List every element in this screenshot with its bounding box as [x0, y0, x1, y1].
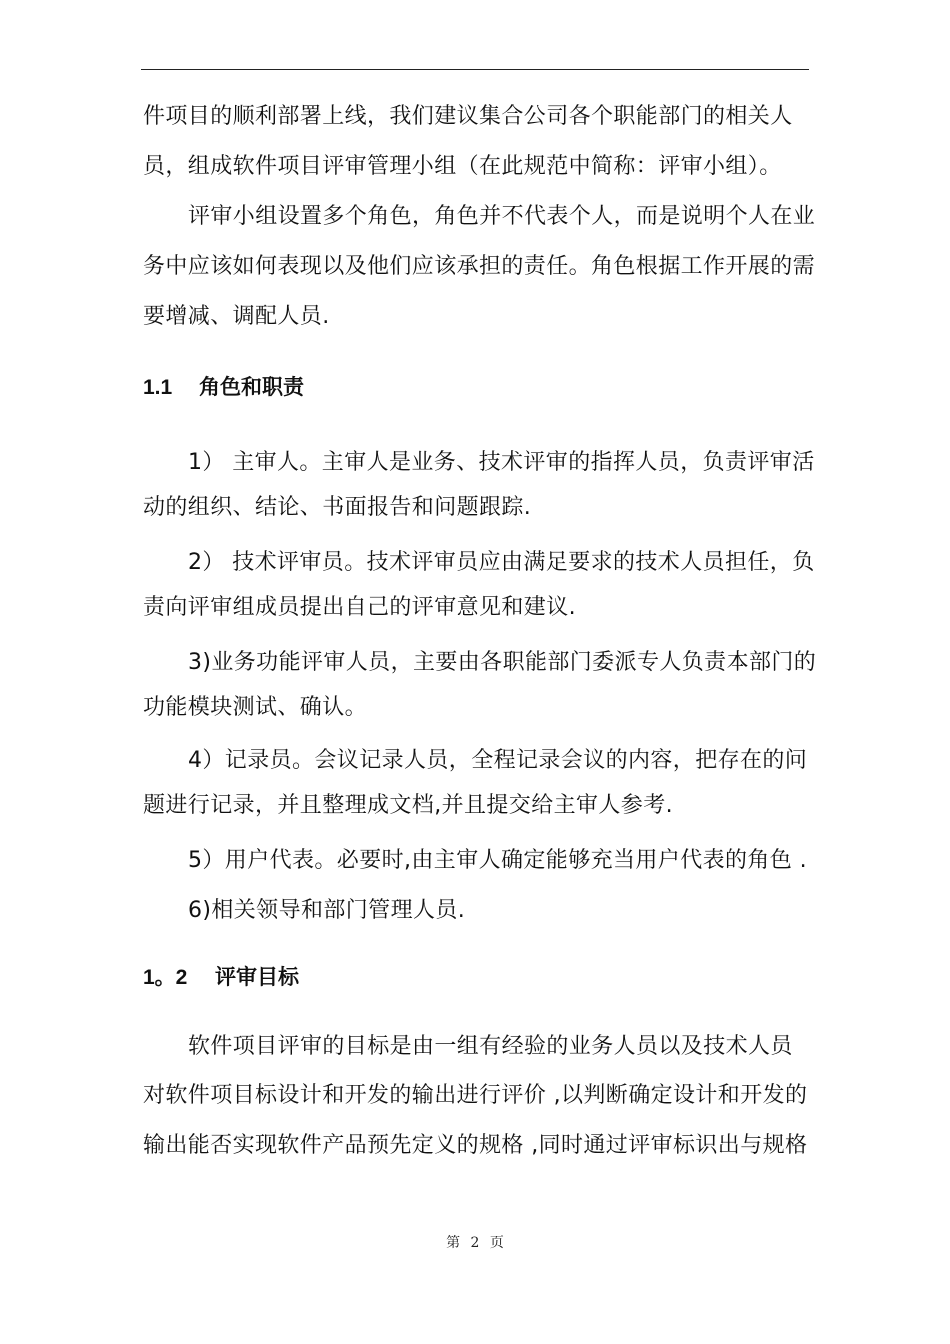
section-heading [143, 962, 299, 993]
section-heading [143, 372, 304, 403]
role-item-line: 题进行记录，并且整理成文档,并且提交给主审人参考. [143, 793, 673, 818]
role-item-line: 功能模块测试、确认。 [143, 695, 368, 720]
paragraph-line: 务中应该如何表现以及他们应该承担的责任。角色根据工作开展的需 [143, 254, 816, 279]
paragraph-line: 要增减、调配人员. [143, 304, 330, 329]
role-item-line: 3)业务功能评审人员，主要由各职能部门委派专人负责本部门的 [188, 650, 817, 675]
paragraph-line: 员，组成软件项目评审管理小组（在此规范中简称：评审小组）。 [143, 154, 782, 179]
role-item-line: 动的组织、结论、书面报告和问题跟踪. [143, 495, 532, 520]
role-item-line: 5）用户代表。必要时,由主审人确定能够充当用户代表的角色 . [188, 848, 807, 873]
paragraph-line: 软件项目评审的目标是由一组有经验的业务人员以及技术人员 [188, 1034, 793, 1059]
section-title: 角色和职责 [199, 375, 304, 399]
role-item-line: 2） 技术评审员。技术评审员应由满足要求的技术人员担任，负 [188, 550, 815, 575]
role-item-line: 责向评审组成员提出自己的评审意见和建议. [143, 595, 576, 620]
section-number: 1。2 [143, 966, 188, 989]
role-item-line: 1） 主审人。主审人是业务、技术评审的指挥人员，负责评审活 [188, 450, 815, 475]
role-item-line: 6)相关领导和部门管理人员. [188, 898, 466, 923]
paragraph-line: 评审小组设置多个角色，角色并不代表个人，而是说明个人在业 [188, 204, 816, 229]
section-number: 1.1 [143, 376, 173, 399]
paragraph-line: 对软件项目标设计和开发的输出进行评价 ,以判断确定设计和开发的 [143, 1083, 808, 1108]
header-rule [141, 69, 809, 70]
page-number: 第 2 页 [446, 1235, 504, 1251]
paragraph-line: 件项目的顺利部署上线，我们建议集合公司各个职能部门的相关人 [143, 104, 793, 129]
role-item-line: 4）记录员。会议记录人员，全程记录会议的内容，把存在的问 [188, 748, 808, 773]
section-title: 评审目标 [215, 965, 299, 989]
paragraph-line: 输出能否实现软件产品预先定义的规格 ,同时通过评审标识出与规格 [143, 1133, 808, 1158]
